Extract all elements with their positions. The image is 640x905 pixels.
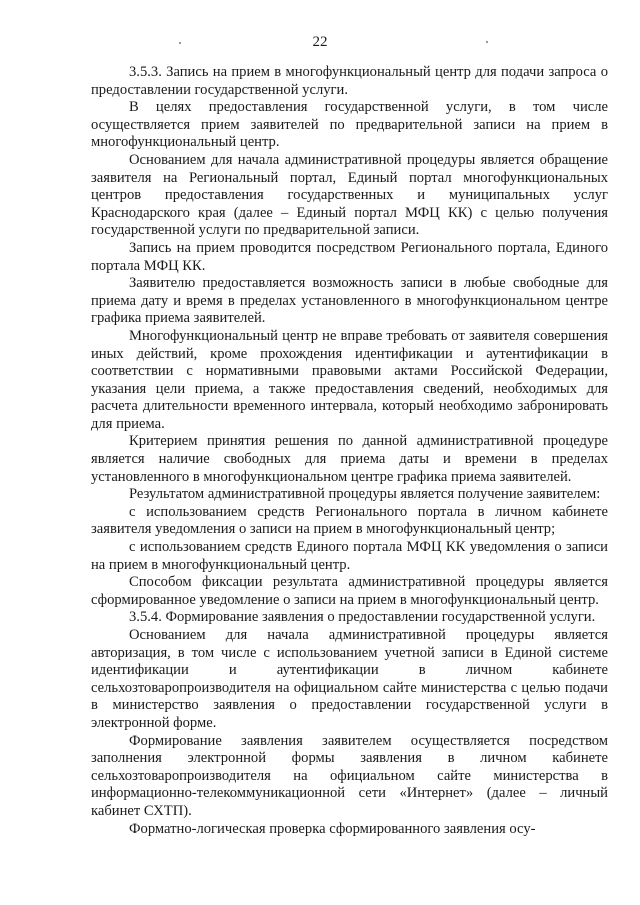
paragraph: Способом фиксации результата административной процедуры является сформированное уведомление о записи на прием в многофункциональный центр.: [91, 574, 608, 608]
paragraph: Основанием для начала административной процедуры является авторизация, в том числе с использованием учетной записи в Единой системе идентификации и аутентификации в личном кабинете сельхозтоваропроизводителя на официальном сайте министерства с целью подачи в министерство заявления о предоставлении государственной услуги в электронной форме.: [91, 627, 608, 731]
page-number: 22: [312, 34, 328, 50]
scan-speck: [179, 42, 181, 44]
paragraph-3-5-3-heading: 3.5.3. Запись на прием в многофункциональный центр для подачи запроса о предоставлении государственной услуги.: [91, 64, 608, 98]
paragraph: Многофункциональный центр не вправе требовать от заявителя совершения иных действий, кроме прохождения идентификации и аутентификации в соответствии с нормативными правовыми актами Российской Федерации, указания цели приема, а также предоставления сведений, необходимых для расчета длительности временного интервала, который необходимо забронировать для приема.: [91, 327, 608, 432]
paragraph: Критерием принятия решения по данной административной процедуре является наличие свободных для приема даты и времени в пределах установленного в многофункциональном центре графика приема заявителей.: [91, 433, 608, 485]
scan-speck: [486, 41, 488, 43]
paragraph: В целях предоставления государственной услуги, в том числе осуществляется прием заявителей по предварительной записи на прием в многофункциональный центр.: [91, 99, 608, 151]
paragraph: Запись на прием проводится посредством Регионального портала, Единого портала МФЦ КК.: [91, 239, 608, 274]
paragraph: Основанием для начала административной процедуры является обращение заявителя на Региональный портал, Единый портал многофункциональных центров предоставления государственных и муниципальных услуг Краснодарского края (далее – Единый портал МФЦ КК) с целью получения государственной услуги по предварительной записи.: [91, 151, 608, 239]
list-item: с использованием средств Единого портала МФЦ КК уведомления о записи на прием в многофункциональный центр.: [91, 539, 608, 573]
list-item: с использованием средств Регионального портала в личном кабинете заявителя уведомления о записи на прием в многофункциональный центр;: [91, 503, 608, 538]
paragraph: Результатом административной процедуры является получение заявителем:: [129, 486, 601, 503]
document-body: [91, 64, 608, 838]
paragraph-3-5-4-heading: 3.5.4. Формирование заявления о предоставлении государственной услуги.: [129, 609, 596, 626]
paragraph: Форматно-логическая проверка сформированного заявления осу-: [129, 820, 536, 837]
paragraph: Формирование заявления заявителем осуществляется посредством заполнения электронной формы заявления в личном кабинете сельхозтоваропроизводителя на официальном сайте министерства в информационно-телекоммуникационной сети «Интернет» (далее – личный кабинет СХТП).: [91, 732, 608, 819]
paragraph: Заявителю предоставляется возможность записи в любые свободные для приема дату и время в пределах установленного в многофункциональном центре графика приема заявителей.: [91, 275, 608, 327]
